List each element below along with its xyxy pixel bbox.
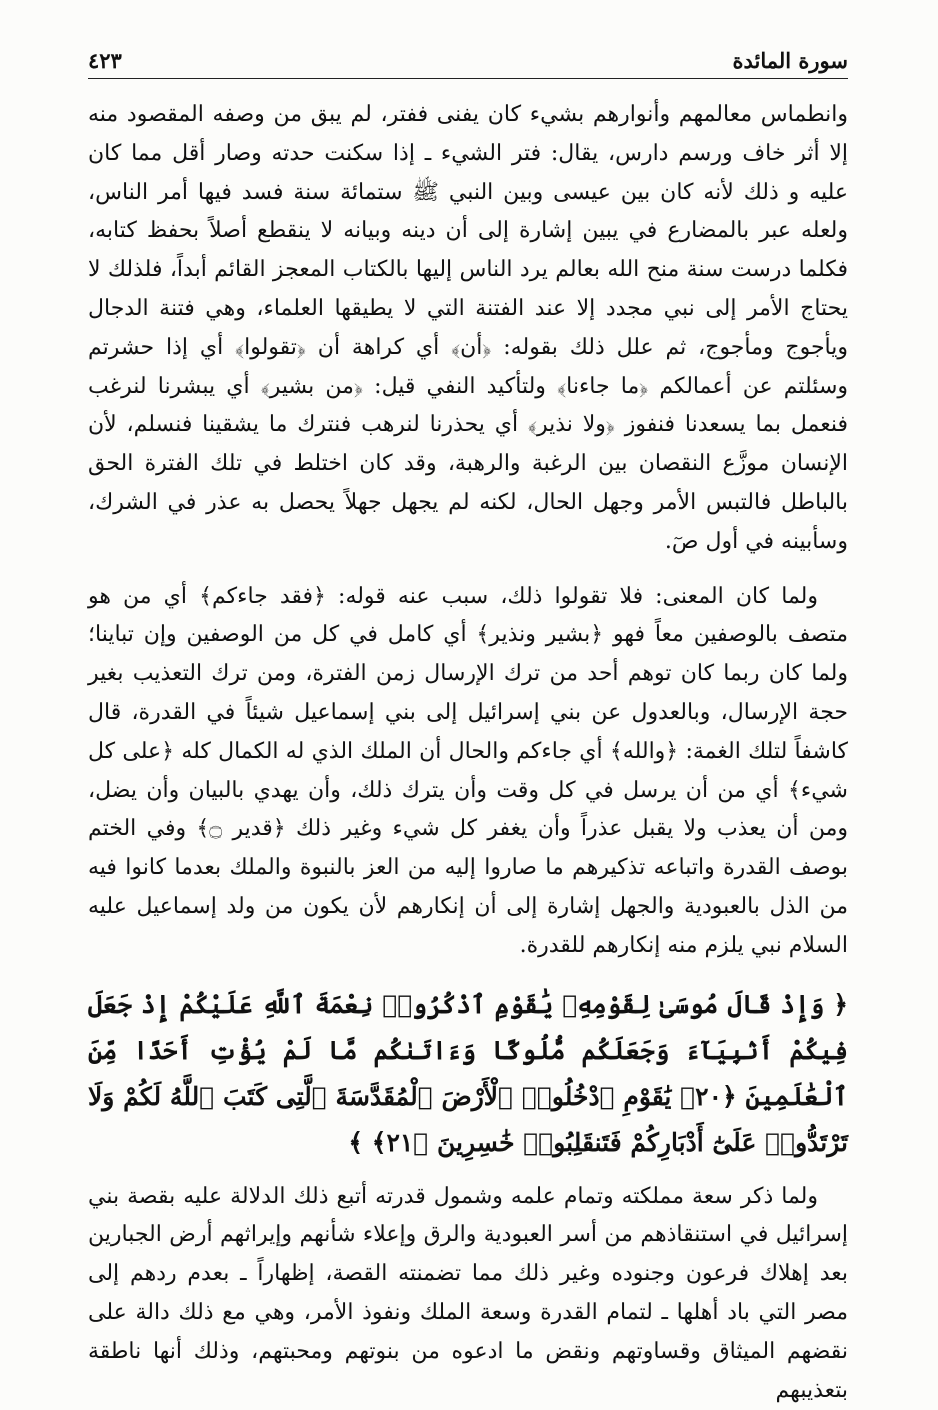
commentary-paragraph: ولما ذكر سعة مملكته وتمام علمه وشمول قدرته أتبع ذلك الدلالة عليه بقصة بني إسرائيل في استنقاذهم من أسر العبودية والرق وإعلاء شأنهم وإيراثهم أرض الجبارين بعد إهلاك فرعون وجنوده وغير ذلك مما تضمنته القصة، إظهاراً ـ بعدم ردهم إلى مصر التي باد أهلها ـ لتمام القدرة وسعة الملك ونفوذ الأمر، وهي مع ذلك دالة على نقضهم الميثاق وقساوتهم ونقض ما ادعوه من بنوتهم ومحبتهم، وذلك أنها ناطقة بتعذيبهم bbox=[88, 1183, 848, 1403]
quran-verse: ﴿ وَإِذْ قَالَ مُوسَىٰ لِقَوْمِهِۦ يَٰقَوْمِ ٱذْكُرُوا۟ نِعْمَةَ ٱللَّهِ عَلَيْكُمْ إِذْ جَعَلَ فِيكُمْ أَنۢبِيَآءَ وَجَعَلَكُم مُّلُوكًا وَءَاتَىٰكُم مَّا لَمْ يُؤْتِ أَحَدًا مِّنَ ٱلْعَٰلَمِينَ ﴿٢٠﴾ يَٰقَوْمِ ٱدْخُلُوا۟ ٱلْأَرْضَ ٱلْمُقَدَّسَةَ ٱلَّتِى كَتَبَ ٱللَّهُ لَكُمْ وَلَا تَرْتَدُّوا۟ عَلَىٰٓ أَدْبَارِكُمْ فَتَنقَلِبُوا۟ خَٰسِرِينَ ﴿٢١﴾ ﴾ bbox=[88, 989, 848, 1157]
page-body bbox=[88, 96, 848, 1410]
page-header bbox=[88, 44, 848, 79]
surah-title: سورة المائدة bbox=[732, 48, 848, 73]
commentary-paragraph: ولما كان المعنى: فلا تقولوا ذلك، سبب عنه قوله: ﴿فقد جاءكم﴾ أي من هو متصف بالوصفين معاً فهو ﴿بشير ونذير﴾ أي كامل في كل من الوصفين وإن تباينا؛ ولما كان ربما كان توهم أحد من ترك الإرسال زمن الفترة، ومن ترك التعذيب بغير حجة الإرسال، وبالعدول عن بني إسرائيل إلى بني إسماعيل شيئاً في القدرة، قال كاشفاً لتلك الغمة: ﴿والله﴾ أي جاءكم والحال أن الملك الذي له الكمال كله ﴿على كل شيء﴾ أي من أن يرسل في كل وقت وأن يترك ذلك، وأن يهدي بالبيان وأن يضل، ومن أن يعذب ولا يقبل عذراً وأن يغفر كل شيء وغير ذلك ﴿قدير ۝﴾ وفي الختم بوصف القدرة واتباعه تذكيرهم ما صاروا إليه من العز بالنبوة والملك بعدما كانوا فيه من الذل بالعبودية والجهل إشارة إلى أن إنكارهم لأن يكون من ولد إسماعيل عليه السلام نبي يلزم منه إنكارهم للقدرة. bbox=[88, 583, 848, 958]
commentary-paragraph: وانطماس معالمهم وأنوارهم بشيء كان يفنى ففتر، لم يبق من وصفه المقصود منه إلا أثر خاف ورسم دارس، يقال: فتر الشيء ـ إذا سكنت حدته وصار أقل مما كان عليه و ذلك لأنه كان بين عيسى وبين النبي ﷺ ستمائة سنة فسد فيها أمر الناس، ولعله عبر بالمضارع في يبين إشارة إلى أن دينه وبيانه لا ينقطع أصلاً بحفظ كتابه، فكلما درست سنة منح الله بعالم يرد الناس إليها بالكتاب المعجز القائم أبداً، فلذلك لا يحتاج الأمر إلى نبي مجدد إلا عند الفتنة التي لا يطيقها العلماء، وهي فتنة الدجال ويأجوج ومأجوج، ثم علل ذلك بقوله: ﴿أن﴾ أي كراهة أن ﴿تقولوا﴾ أي إذا حشرتم وسئلتم عن أعمالكم ﴿ما جاءنا﴾ ولتأكيد النفي قيل: ﴿من بشير﴾ أي يبشرنا لنرغب فنعمل بما يسعدنا فنفوز ﴿ولا نذير﴾ أي يحذرنا لنرهب فنترك ما يشقينا فنسلم، لأن الإنسان موزَّع النقصان بين الرغبة والرهبة، وقد كان اختلط في تلك الفترة الحق بالباطل فالتبس الأمر وجهل الحال، لكنه لم يجهل جهلاً يحصل به عذر في الشرك، وسأبينه في أول صٓ. bbox=[88, 102, 848, 554]
page-number: ٤٢٣ bbox=[88, 48, 122, 73]
